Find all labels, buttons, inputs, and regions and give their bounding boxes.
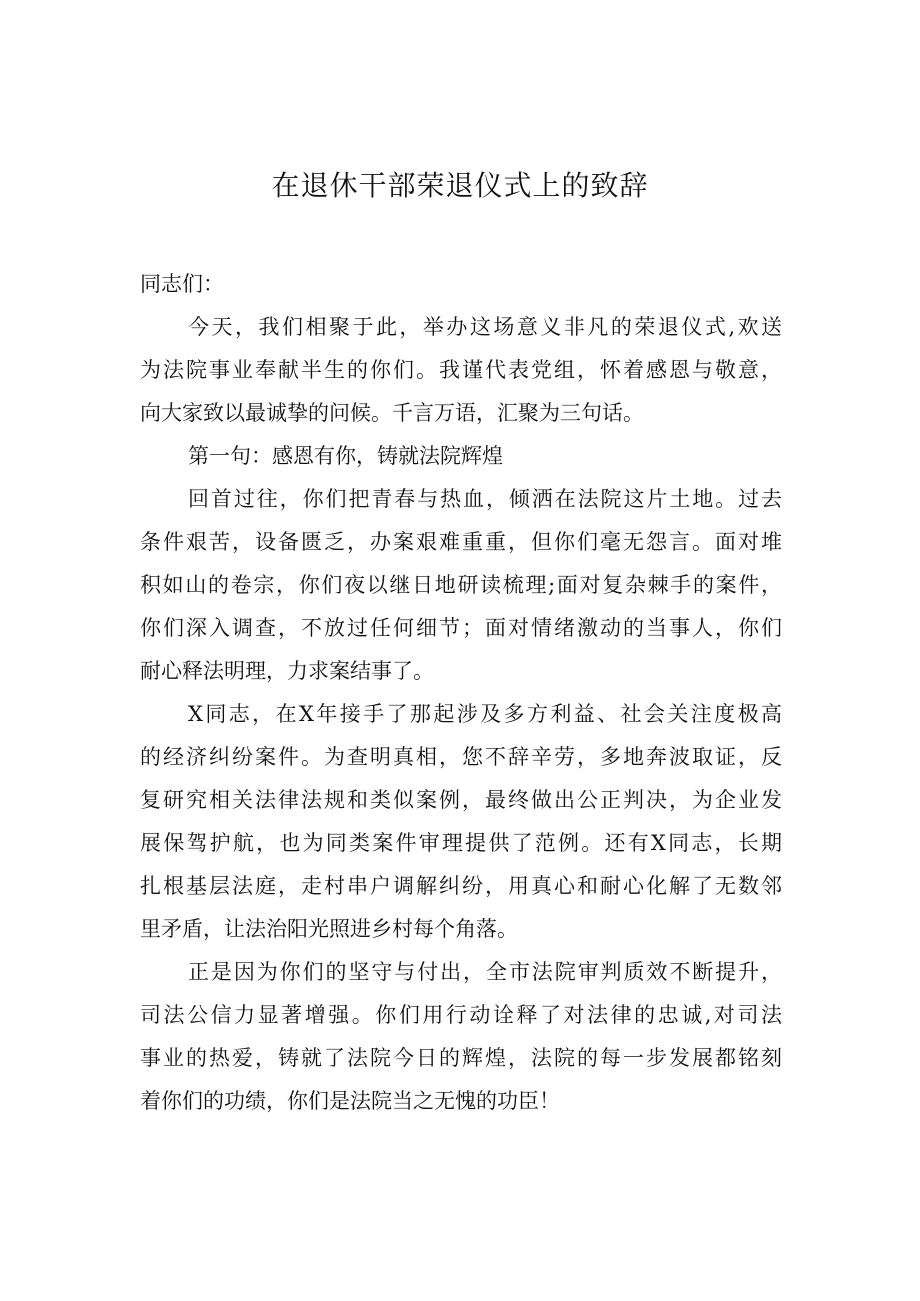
paragraph-line: 复研究相关法律法规和类似案例，最终做出公正判决，为企业发 (140, 788, 782, 812)
paragraph-conclusion (140, 951, 782, 1123)
paragraph-opening (140, 306, 782, 435)
paragraph-line: 积如山的卷宗，你们夜以继日地研读梳理;面对复杂棘手的案件， (140, 573, 782, 597)
paragraph-examples (140, 693, 782, 951)
paragraph-line: 的经济纠纷案件。为查明真相，您不辞辛劳，多地奔波取证，反 (140, 745, 782, 769)
paragraph-line: 着你们的功绩，你们是法院当之无愧的功臣！ (140, 1089, 560, 1113)
paragraph-line: 第一句：感恩有你，铸就法院辉煌 (188, 444, 503, 468)
salutation: 同志们： (140, 272, 224, 296)
document-body (140, 263, 782, 1123)
paragraph-retrospect (140, 478, 782, 693)
paragraph-line: 司法公信力显著增强。你们用行动诠释了对法律的忠诚,对司法 (140, 1003, 782, 1027)
paragraph-line: 今天，我们相聚于此，举办这场意义非凡的荣退仪式,欢送 (188, 315, 782, 339)
section-heading-first (140, 435, 782, 478)
document-title: 在退休干部荣退仪式上的致辞 (271, 169, 649, 202)
paragraph-line: 正是因为你们的坚守与付出，全市法院审判质效不断提升， (188, 960, 782, 984)
paragraph-line: 扎根基层法庭，走村串户调解纠纷，用真心和耐心化解了无数邻 (140, 874, 782, 898)
paragraph-line: 展保驾护航，也为同类案件审理提供了范例。还有X同志，长期 (140, 831, 782, 855)
paragraph-line: 为法院事业奉献半生的你们。我谨代表党组，怀着感恩与敬意， (140, 358, 782, 382)
paragraph-line: 耐心释法明理，力求案结事了。 (140, 659, 434, 683)
paragraph-line: 回首过往，你们把青春与热血，倾洒在法院这片土地。过去 (188, 487, 782, 511)
paragraph-line: 条件艰苦，设备匮乏，办案艰难重重，但你们毫无怨言。面对堆 (140, 530, 782, 554)
paragraph-line: 你们深入调查，不放过任何细节；面对情绪激动的当事人，你们 (140, 616, 782, 640)
paragraph-line: 向大家致以最诚挚的问候。千言万语，汇聚为三句话。 (140, 401, 644, 425)
paragraph-line: 里矛盾，让法治阳光照进乡村每个角落。 (140, 917, 518, 941)
paragraph-line: X同志，在X年接手了那起涉及多方利益、社会关注度极高 (188, 702, 782, 726)
paragraph-line: 事业的热爱，铸就了法院今日的辉煌，法院的每一步发展都铭刻 (140, 1046, 782, 1070)
